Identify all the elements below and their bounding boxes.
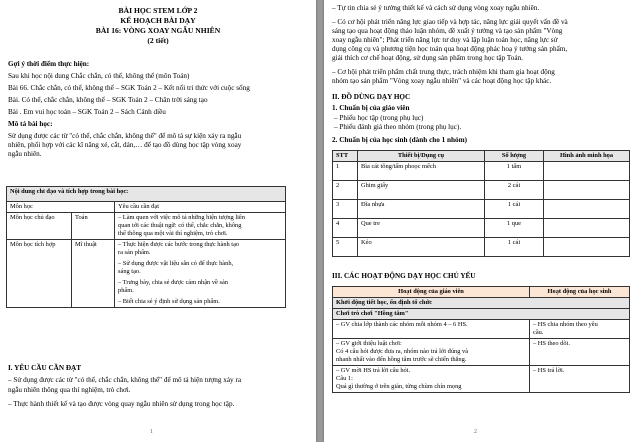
table-row xyxy=(7,240,286,308)
materials-cell xyxy=(544,200,630,219)
table-row xyxy=(333,238,630,257)
suggest-heading: Gợi ý thời điểm thực hiện: xyxy=(8,60,90,68)
desc-line: Sử dụng được các từ "có thể, chắc chắn, không thể" để mô tả sự kiện xảy ra ngẫu xyxy=(8,132,242,140)
materials-header: Số lượng xyxy=(485,151,544,162)
materials-cell: Kéo xyxy=(358,238,485,257)
sub-line: – Phiếu đánh giá theo nhóm (trong phụ lục). xyxy=(334,123,462,131)
desc-line: nhiên, phối hợp với các kĩ năng xé, cắt, dán,… để tạo đồ dùng học tập vòng xoay xyxy=(8,141,242,149)
page-number: 1 xyxy=(150,429,153,435)
materials-cell: 1 xyxy=(333,162,358,181)
suggest-line: Bài . Em vui học toán – SGK Toán 2 – Sách Cánh diều xyxy=(8,108,166,116)
materials-cell: 2 xyxy=(333,181,358,200)
materials-cell: 5 xyxy=(333,238,358,257)
materials-cell: 1 cái xyxy=(485,238,544,257)
sub-heading: 1. Chuẩn bị của giáo viên xyxy=(332,104,410,112)
materials-cell xyxy=(544,238,630,257)
intro-line: – Cơ hội phát triển phẩm chất trung thực, trách nhiệm khi tham gia hoạt động xyxy=(332,68,555,76)
intro-line: nhóm tạo sản phẩm "Vòng xoay ngẫu nhiên" và các hoạt động học tập khác. xyxy=(332,77,552,85)
row-requirement: – Làm quen với việc mô tả những hiện tượng liên quan tới các thuật ngữ: có thể, chắc chắn, không thể thông qua một vài thí nghiệm, trò chơi. xyxy=(115,213,286,240)
suggest-line: Sau khi học nội dung Chắc chắn, có thể, không thể (môn Toán) xyxy=(8,72,190,80)
page-number: 2 xyxy=(474,429,477,435)
section-heading: II. ĐỒ DÙNG DẠY HỌC xyxy=(332,93,411,101)
intro-line: – Có cơ hội phát triển năng lực giao tiếp và hợp tác, năng lực giải quyết vấn đề và xyxy=(332,18,568,26)
row-label: Môn học tích hợp xyxy=(7,240,72,308)
activities-table xyxy=(332,286,630,393)
table-row xyxy=(333,366,630,393)
table-row xyxy=(333,219,630,238)
integration-table-header: Nội dung chỉ đạo và tích hợp trong bài học: xyxy=(7,187,286,202)
row-subject: Toán xyxy=(72,213,115,240)
intro-line: – Tự tin chia sẻ ý tưởng thiết kế và cách sử dụng vòng xoay ngẫu nhiên. xyxy=(332,4,540,12)
materials-cell: 4 xyxy=(333,219,358,238)
section-heading: III. CÁC HOẠT ĐỘNG DẠY HỌC CHỦ YẾU xyxy=(332,272,476,280)
doc-title-line: BÀI HỌC STEM LỚP 2 xyxy=(118,6,198,15)
row-requirement: – Thực hiện được các bước trong thực hành tạo ra sản phẩm. – Sử dụng được vật liệu sẵn có để thực hành, sáng tạo. – Trưng bày, chia sẻ được cảm nhận về sản phẩm. – Biết chia sẻ ý định sử dụng sản phẩm. xyxy=(115,240,286,308)
intro-line: giải thích cơ chế hoạt động, sử dụng sản phẩm trong học tập Toán. xyxy=(332,54,523,62)
materials-header: Hình ảnh minh họa xyxy=(544,151,630,162)
table-row xyxy=(7,213,286,240)
row-subject: Mĩ thuật xyxy=(72,240,115,308)
sub-heading: 2. Chuẩn bị của học sinh (dành cho 1 nhóm) xyxy=(332,136,468,144)
materials-cell: 1 cái xyxy=(485,200,544,219)
table-row xyxy=(333,320,630,339)
integration-table xyxy=(6,186,286,308)
activity-section: Chơi trò chơi "Hồng tâm" xyxy=(333,309,630,320)
section-line: – Sử dụng được các từ "có thể, chắc chắn, không thể" để mô tả hiện tượng xảy ra xyxy=(8,376,242,384)
row-label: Môn học chủ đạo xyxy=(7,213,72,240)
materials-cell: Que tre xyxy=(358,219,485,238)
intro-line: dụng công cụ và phương tiện học toán qua hoạt động phác hoạ ý tưởng sản phẩm, xyxy=(332,45,568,53)
teacher-activity: – GV mời HS trả lời câu hỏi. Câu 1: Quả gì thường ở trên giàn, từng chùm chín mọng xyxy=(333,366,530,393)
col-mon-hoc: Môn học xyxy=(7,202,115,213)
table-row xyxy=(333,339,630,366)
table-row xyxy=(333,162,630,181)
section-line: ngẫu nhiên thông qua thí nghiệm, trò chơi. xyxy=(8,386,131,394)
activities-header: Hoạt động của giáo viên xyxy=(333,287,530,298)
student-activity: – HS trả lời. xyxy=(530,366,630,393)
materials-cell: 1 tấm xyxy=(485,162,544,181)
activities-header: Hoạt động của học sinh xyxy=(530,287,630,298)
doc-title-line: (2 tiết) xyxy=(147,36,169,45)
materials-header: Thiết bị/Dụng cụ xyxy=(358,151,485,162)
teacher-activity: – GV giới thiệu luật chơi: Có 4 câu hỏi được đưa ra, nhóm nào trả lời đúng và nhanh nhất vào đến hồng tâm trước sẽ chiến thắng. xyxy=(333,339,530,366)
table-row xyxy=(333,181,630,200)
sub-line: – Phiếu học tập (trong phụ lục) xyxy=(334,114,424,122)
materials-cell: Đĩa nhựa xyxy=(358,200,485,219)
materials-cell xyxy=(544,162,630,181)
materials-header: STT xyxy=(333,151,358,162)
activity-section: Khởi động tiết học, ổn định tổ chức xyxy=(333,298,630,309)
section-heading: I. YÊU CẦU CẦN ĐẠT xyxy=(8,364,82,372)
doc-title-line: KẾ HOẠCH BÀI DẠY xyxy=(120,16,196,25)
student-activity: – HS chia nhóm theo yêu cầu. xyxy=(530,320,630,339)
suggest-line: Bài 66. Chắc chắn, có thể, không thể – SGK Toán 2 – Kết nối tri thức với cuộc sống xyxy=(8,84,250,92)
materials-cell: Bìa cát tông/tấm phoọc mếch xyxy=(358,162,485,181)
materials-cell xyxy=(544,181,630,200)
col-yeu-cau: Yêu cầu cần đạt xyxy=(115,202,286,213)
suggest-line: Bài. Có thể, chắc chắn, không thể – SGK Toán 2 – Chân trời sáng tạo xyxy=(8,96,208,104)
materials-cell xyxy=(544,219,630,238)
teacher-activity: – GV chia lớp thành các nhóm mỗi nhóm 4 – 6 HS. xyxy=(333,320,530,339)
doc-title-line: BÀI 16: VÒNG XOAY NGẪU NHIÊN xyxy=(95,26,221,35)
materials-table xyxy=(332,150,630,257)
page-2 xyxy=(324,0,640,442)
materials-cell: Ghim giấy xyxy=(358,181,485,200)
intro-line: sáng tạo qua hoạt động thảo luận nhóm, đề xuất ý tưởng và tạo sản phẩm "Vòng xyxy=(332,27,563,35)
section-line: – Thực hành thiết kế và tạo được vòng quay ngẫu nhiên sử dụng trong học tập. xyxy=(8,400,235,408)
desc-heading: Mô tả bài học: xyxy=(8,120,53,128)
table-row xyxy=(333,200,630,219)
materials-cell: 1 que xyxy=(485,219,544,238)
desc-line: ngẫu nhiên. xyxy=(8,150,42,158)
materials-cell: 2 cái xyxy=(485,181,544,200)
page-1 xyxy=(0,0,316,442)
intro-line: xoay ngẫu nhiên"; Phát triển năng lực tư duy và lập luận toán học, năng lực sử xyxy=(332,36,558,44)
student-activity: – HS theo dõi. xyxy=(530,339,630,366)
materials-cell: 3 xyxy=(333,200,358,219)
